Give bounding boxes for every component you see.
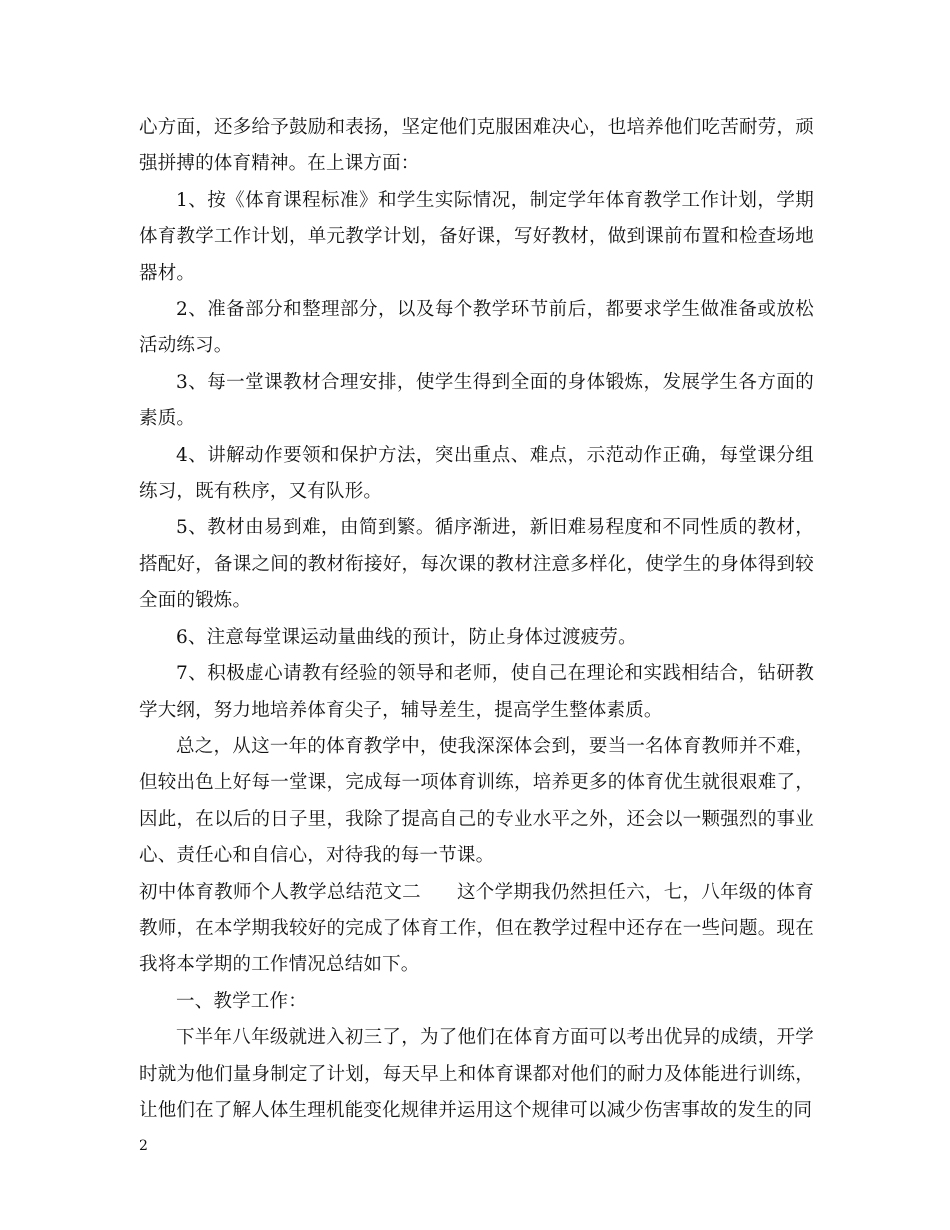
paragraph-item-1: 1、按《体育课程标准》和学生实际情况，制定学年体育教学工作计划，学期体育教学工作计划，单元教学计划，备好课，写好教材，做到课前布置和检查场地器材。 — [139, 189, 814, 284]
paragraph-closing: 下半年八年级就进入初三了，为了他们在体育方面可以考出优异的成绩，开学时就为他们量身制定了计划，每天早上和体育课都对他们的耐力及体能进行训练，让他们在了解人体生理机能变化规律并运用这个规律可以减少伤害事故的发生的同 — [139, 1027, 814, 1121]
paragraph-summary: 总之，从这一年的体育教学中，使我深深体会到，要当一名体育教师并不难，但较出色上好每一堂课，完成每一项体育训练，培养更多的体育优生就很艰难了，因此，在以后的日子里，我除了提高自己的专业水平之外，还会以一颗强烈的事业心、责任心和自信心，对待我的每一节课。 — [139, 735, 814, 867]
paragraph-continuation: 心方面，还多给予鼓励和表扬，坚定他们克服困难决心，也培养他们吃苦耐劳，顽强拼搏的体育精神。在上课方面： — [139, 117, 814, 175]
section-paragraph — [139, 875, 814, 984]
paragraph-item-4: 4、讲解动作要领和保护方法，突出重点、难点，示范动作正确，每堂课分组练习，既有秩序，又有队形。 — [139, 444, 814, 503]
paragraph-item-5: 5、教材由易到难，由简到繁。循序渐进，新旧难易程度和不同性质的教材，搭配好，备课之间的教材衔接好，每次课的教材注意多样化，使学生的身体得到较全面的锻炼。 — [139, 517, 814, 612]
subheading-teaching-work: 一、教学工作： — [176, 990, 307, 1012]
section-intro: 这个学期我仍然担任六，七，八年级的体育教师，在本学期我较好的完成了体育工作，但在教学过程中还存在一些问题。现在我将本学期的工作情况总结如下。 — [139, 881, 814, 976]
paragraph-item-6: 6、注意每堂课运动量曲线的预计，防止身体过渡疲劳。 — [176, 626, 637, 648]
paragraph-item-3: 3、每一堂课教材合理安排，使学生得到全面的身体锻炼，发展学生各方面的素质。 — [139, 371, 814, 430]
paragraph-item-2: 2、准备部分和整理部分，以及每个教学环节前后，都要求学生做准备或放松活动练习。 — [139, 299, 814, 357]
page-number: 2 — [139, 1138, 148, 1154]
document-page — [139, 110, 814, 1129]
paragraph-item-7: 7、积极虚心请教有经验的领导和老师，使自己在理论和实践相结合，钻研教学大纲，努力地培养体育尖子，辅导差生，提高学生整体素质。 — [139, 663, 814, 721]
section-heading: 初中体育教师个人教学总结范文二 — [139, 881, 421, 903]
